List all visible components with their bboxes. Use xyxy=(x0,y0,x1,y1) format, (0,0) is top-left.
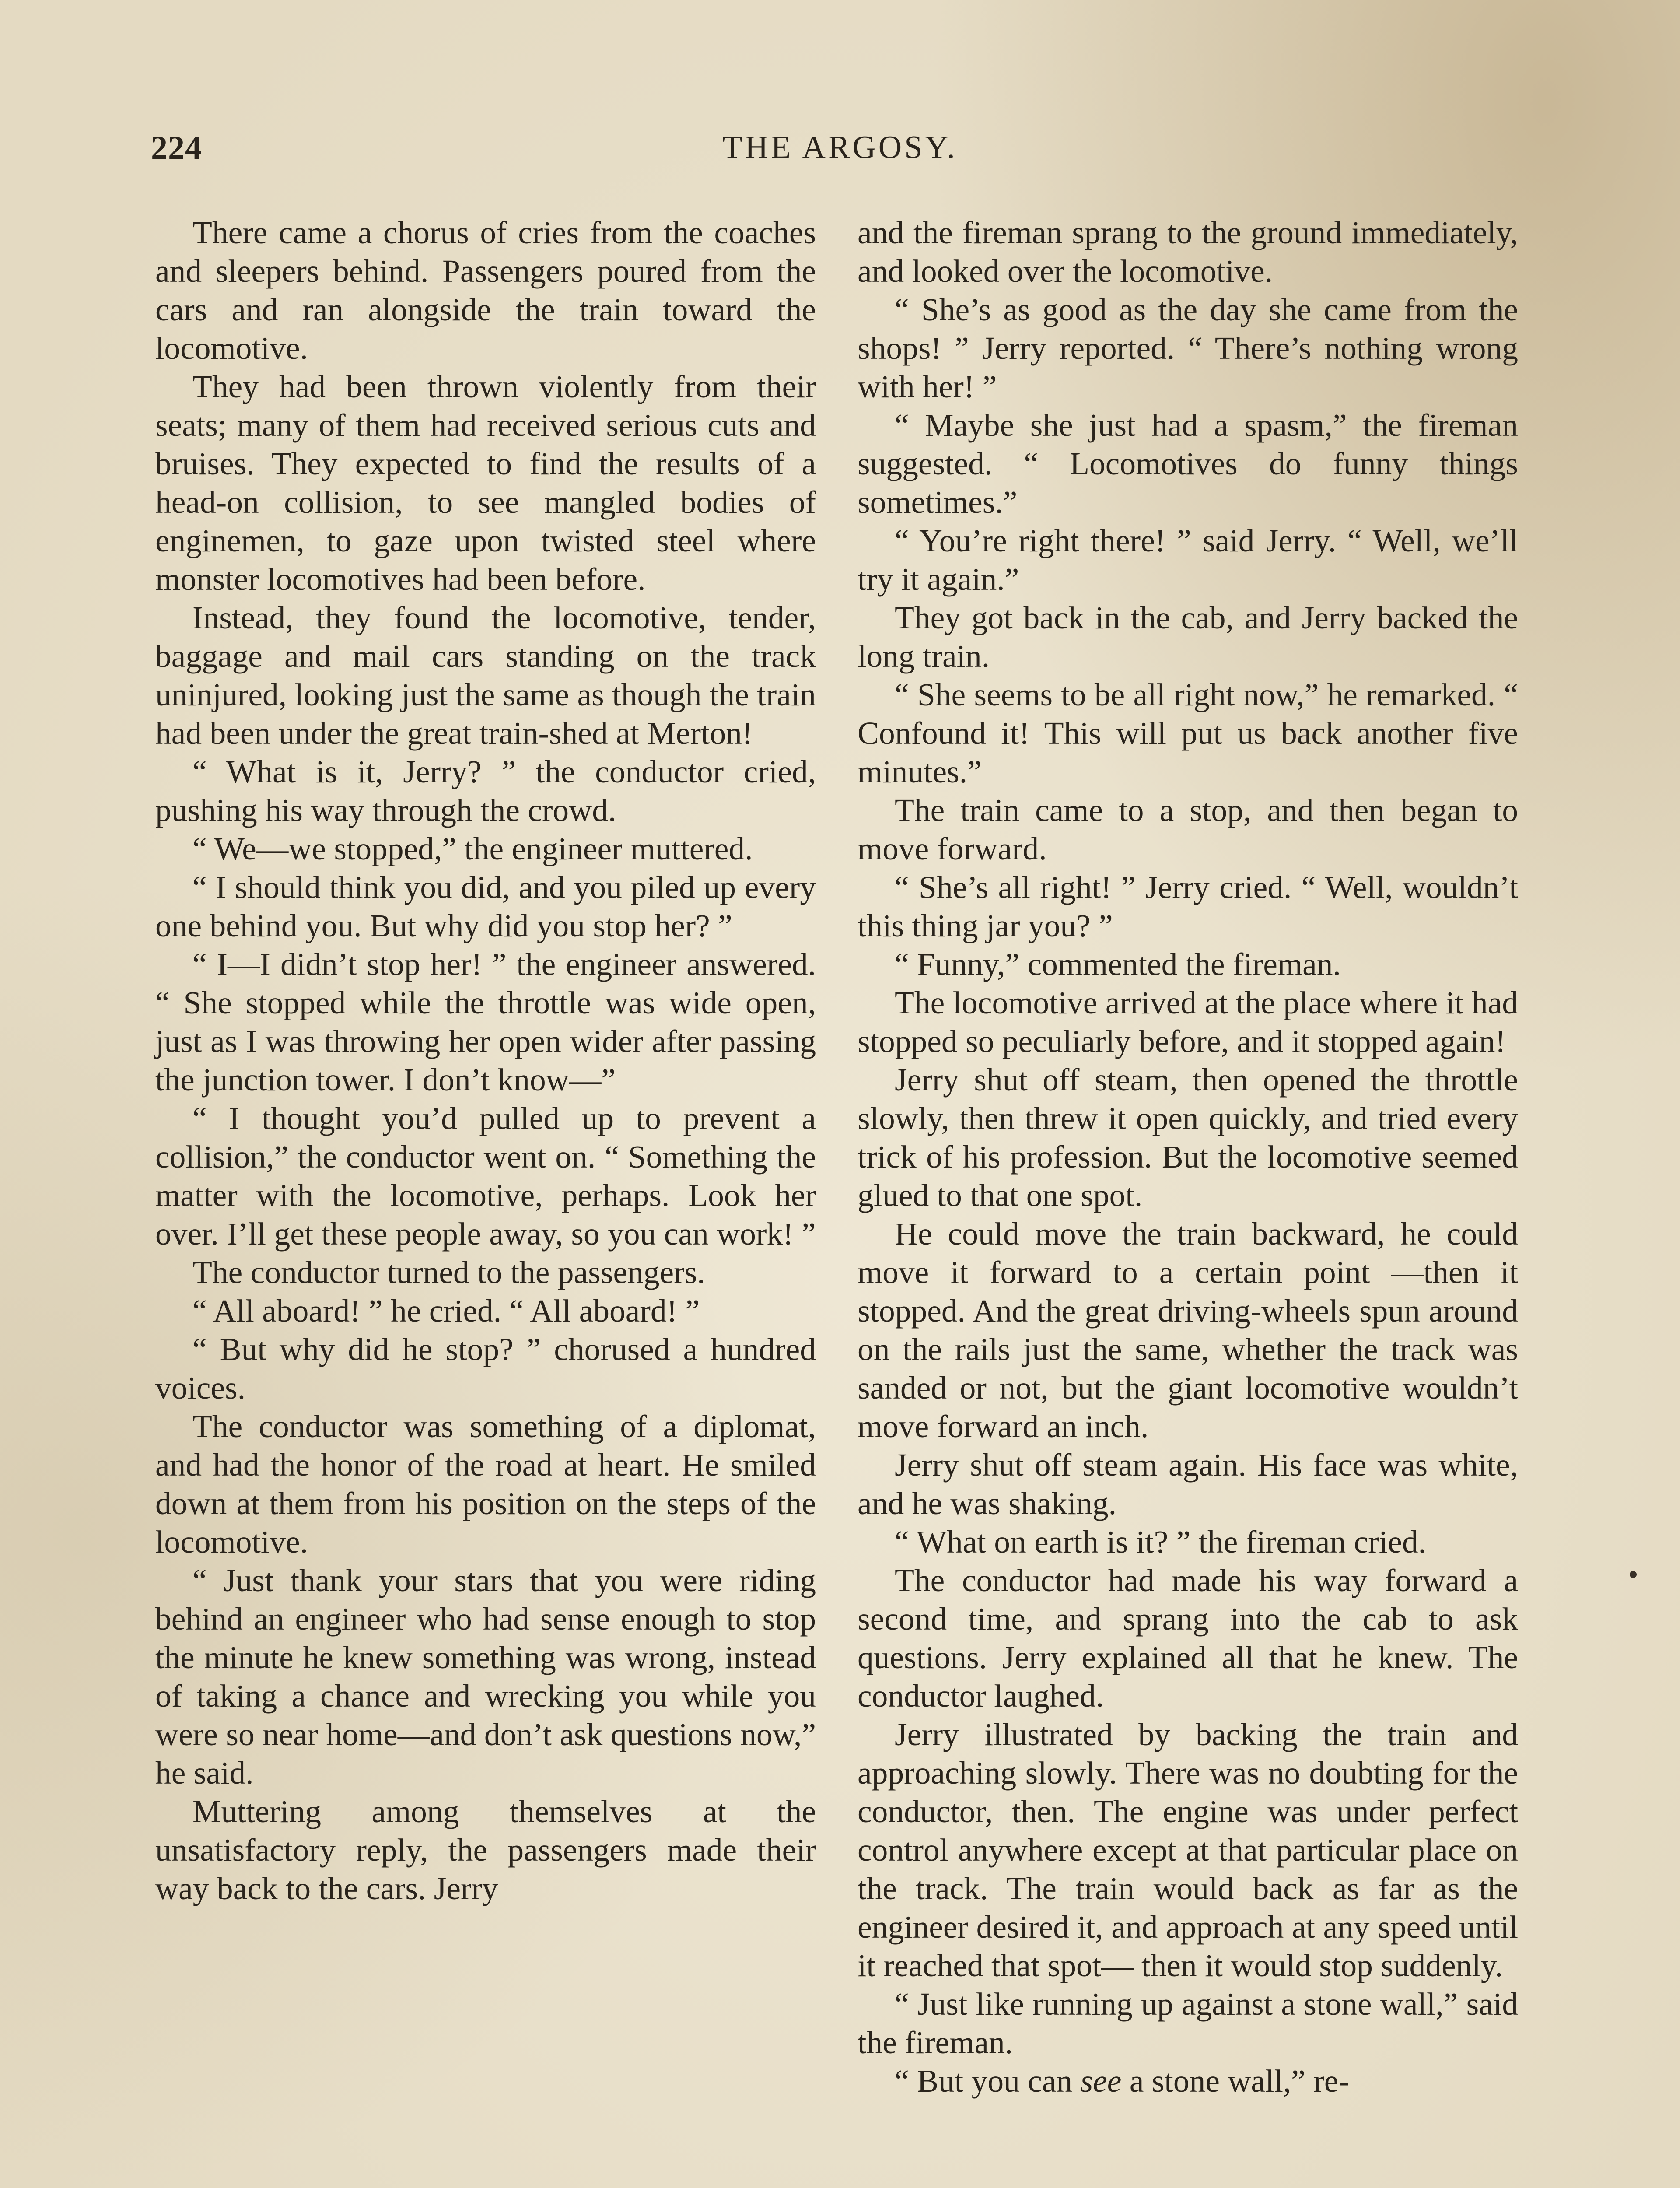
emphasis: see xyxy=(1080,2063,1122,2099)
paragraph: Jerry illustrated by backing the train and approaching slowly. There was no doubting for the conductor, then. The engine was under perfect control anywhere except at that particular place on the track. The train would back as far as the engineer desired it, and approach at any speed until it reached that spot— then it would stop suddenly. xyxy=(858,1717,1518,1983)
paragraph: “ You’re right there! ” said Jerry. “ Well, we’ll try it again.” xyxy=(858,523,1518,597)
paragraph: He could move the train backward, he could move it forward to a certain point —then it stopped. And the great driving-wheels spun around on the rails just the same, whether the track was sanded or not, but the giant locomotive wouldn’t move forward an inch. xyxy=(858,1216,1518,1444)
paper-speck xyxy=(1630,1571,1637,1578)
page-number: 224 xyxy=(151,130,202,166)
paragraph: “ What is it, Jerry? ” the conductor cried, pushing his way through the crowd. xyxy=(155,754,816,828)
paragraph: “ Maybe she just had a spasm,” the fireman suggested. “ Locomotives do funny things sometimes.” xyxy=(858,407,1518,520)
paragraph: “ She’s all right! ” Jerry cried. “ Well, wouldn’t this thing jar you? ” xyxy=(858,870,1518,943)
paragraph: “ I should think you did, and you piled up every one behind you. But why did you stop her? ” xyxy=(155,870,816,943)
paragraph: They got back in the cab, and Jerry backed the long train. xyxy=(858,600,1518,674)
paragraph: The train came to a stop, and then began to move forward. xyxy=(858,792,1518,866)
page-header xyxy=(151,129,1529,177)
paragraph: “ I—I didn’t stop her! ” the engineer answered. “ She stopped while the throttle was wide open, just as I was throwing her open wider after passing the junction tower. I don’t know—” xyxy=(155,947,816,1098)
paragraph: The conductor turned to the passengers. xyxy=(192,1255,705,1290)
paragraph: “ I thought you’d pulled up to prevent a collision,” the conductor went on. “ Something the matter with the locomotive, perhaps. Look her over. I’ll get these people away, so you can work! ” xyxy=(155,1101,816,1252)
paragraph: “ But you can see a stone wall,” re- xyxy=(895,2063,1349,2099)
paragraph: Jerry shut off steam again. His face was white, and he was shaking. xyxy=(858,1447,1518,1521)
paragraph: “ We—we stopped,” the engineer muttered. xyxy=(192,831,753,866)
paragraph: Muttering among themselves at the unsatisfactory reply, the passengers made their way back to the cars. Jerry xyxy=(155,1794,816,1906)
right-text-column xyxy=(858,214,1518,2100)
paragraph: There came a chorus of cries from the coaches and sleepers behind. Passengers poured from the cars and ran alongside the train toward the locomotive. xyxy=(155,215,816,366)
paragraph: The locomotive arrived at the place where it had stopped so peculiarly before, and it stopped again! xyxy=(858,985,1518,1059)
paragraph: The conductor had made his way forward a second time, and sprang into the cab to ask questions. Jerry explained all that he knew. The conductor laughed. xyxy=(858,1563,1518,1714)
paragraph: “ She’s as good as the day she came from the shops! ” Jerry reported. “ There’s nothing wrong with her! ” xyxy=(858,292,1518,404)
paragraph: “ What on earth is it? ” the fireman cried. xyxy=(895,1524,1426,1560)
paragraph: They had been thrown violently from their seats; many of them had received serious cuts and bruises. They expected to find the results of a head-on collision, to see mangled bodies of enginemen, to gaze upon twisted steel where monster locomotives had been before. xyxy=(155,369,816,597)
paragraph: “ Funny,” commented the fireman. xyxy=(895,947,1341,982)
paragraph: “ Just thank your stars that you were riding behind an engineer who had sense enough to stop the minute he knew something was wrong, instead of taking a chance and wrecking you while you were so near home—and don’t ask questions now,” he said. xyxy=(155,1563,816,1791)
paragraph: “ All aboard! ” he cried. “ All aboard! ” xyxy=(192,1293,700,1329)
paragraph: “ Just like running up against a stone wall,” said the fireman. xyxy=(858,1986,1518,2060)
paragraph: The conductor was something of a diplomat, and had the honor of the road at heart. He smiled down at them from his position on the steps of the locomotive. xyxy=(155,1409,816,1560)
left-text-column xyxy=(155,214,816,1908)
paragraph: Instead, they found the locomotive, tender, baggage and mail cars standing on the track uninjured, looking just the same as though the train had been under the great train-shed at Merton! xyxy=(155,600,816,751)
paragraph: “ But why did he stop? ” chorused a hundred voices. xyxy=(155,1332,816,1406)
paragraph: and the fireman sprang to the ground immediately, and looked over the locomotive. xyxy=(858,215,1518,289)
paragraph: Jerry shut off steam, then opened the throttle slowly, then threw it open quickly, and tried every trick of his profession. But the locomotive seemed glued to that one spot. xyxy=(858,1062,1518,1213)
paragraph: “ She seems to be all right now,” he remarked. “ Confound it! This will put us back another five minutes.” xyxy=(858,677,1518,789)
running-head: THE ARGOSY. xyxy=(722,130,958,165)
